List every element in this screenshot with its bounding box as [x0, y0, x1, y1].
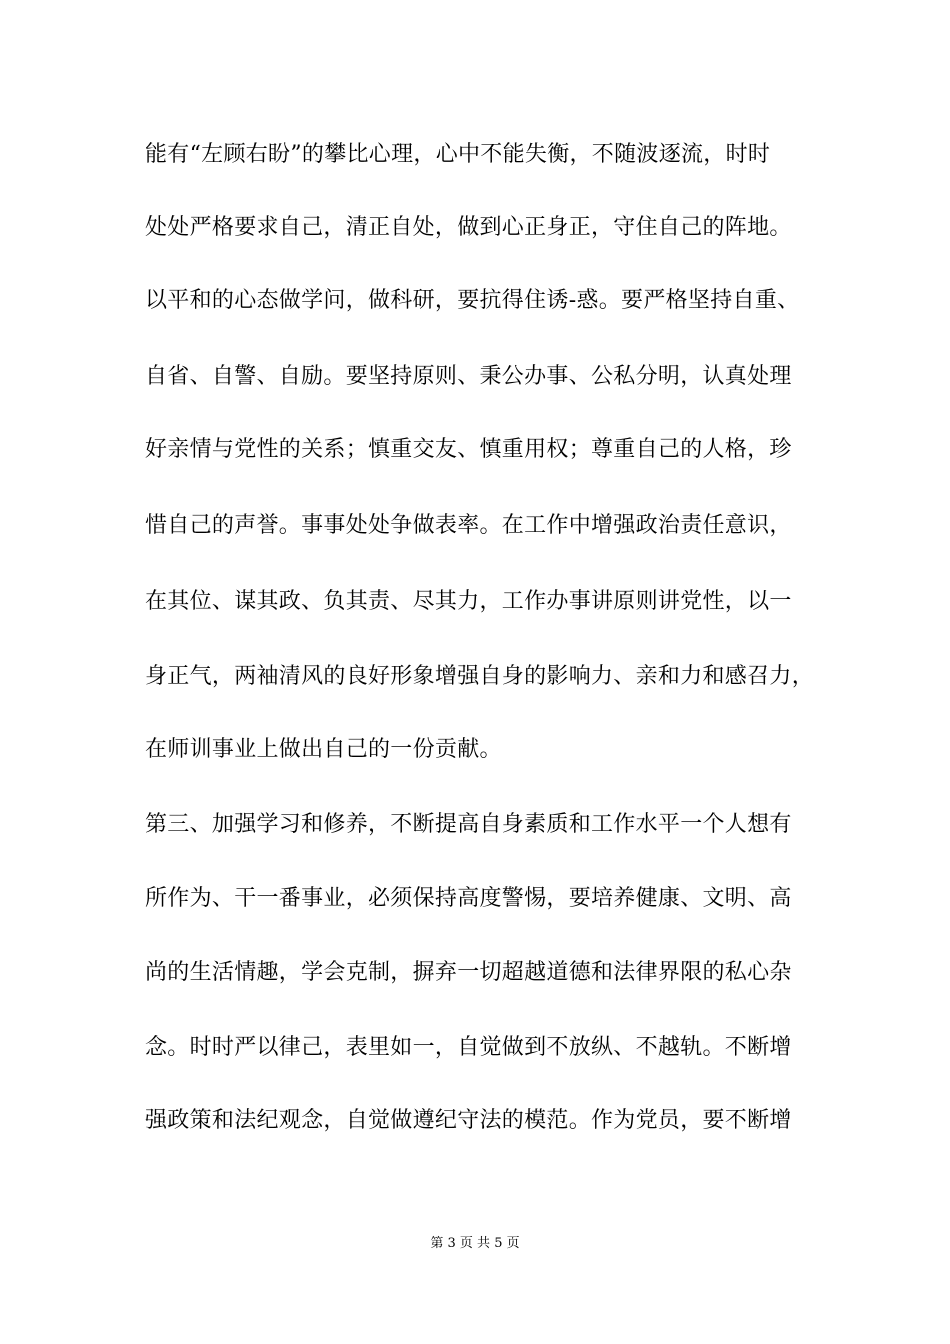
paragraph-line: 能有“左顾右盼”的攀比心理，心中不能失衡，不随波逐流，时时: [145, 142, 771, 167]
paragraph-line: 在其位、谋其政、负其责、尽其力，工作办事讲原则讲党性，以一: [145, 589, 792, 614]
paragraph-line: 身正气，两袖清风的良好形象增强自身的影响力、亲和力和感召力，: [145, 664, 815, 689]
paragraph-line: 自省、自警、自励。要坚持原则、秉公办事、公私分明，认真处理: [145, 364, 792, 389]
paragraph-line: 念。时时严以律己，表里如一，自觉做到不放纵、不越轨。不断增: [145, 1035, 792, 1060]
page-number-footer: 第 3 页 共 5 页: [430, 1236, 520, 1251]
paragraph-line: 在师训事业上做出自己的一份贡献。: [145, 737, 502, 762]
paragraph-line: 处处严格要求自己，清正自处，做到心正身正，守住自己的阵地。: [145, 215, 792, 240]
paragraph-line: 以平和的心态做学问，做科研，要抗得住诱-惑。要严格坚持自重、: [145, 288, 800, 313]
paragraph-line: 所作为、干一番事业，必须保持高度警惕，要培养健康、文明、高: [145, 886, 792, 911]
paragraph-line: 惜自己的声誉。事事处处争做表率。在工作中增强政治责任意识，: [145, 513, 792, 538]
paragraph-line: 第三、加强学习和修养，不断提高自身素质和工作水平一个人想有: [145, 812, 792, 837]
paragraph-line: 强政策和法纪观念，自觉做遵纪守法的模范。作为党员，要不断增: [145, 1108, 792, 1133]
paragraph-line: 好亲情与党性的关系；慎重交友、慎重用权；尊重自己的人格，珍: [145, 437, 792, 462]
paragraph-line: 尚的生活情趣，学会克制，摒弃一切超越道德和法律界限的私心杂: [145, 960, 792, 985]
